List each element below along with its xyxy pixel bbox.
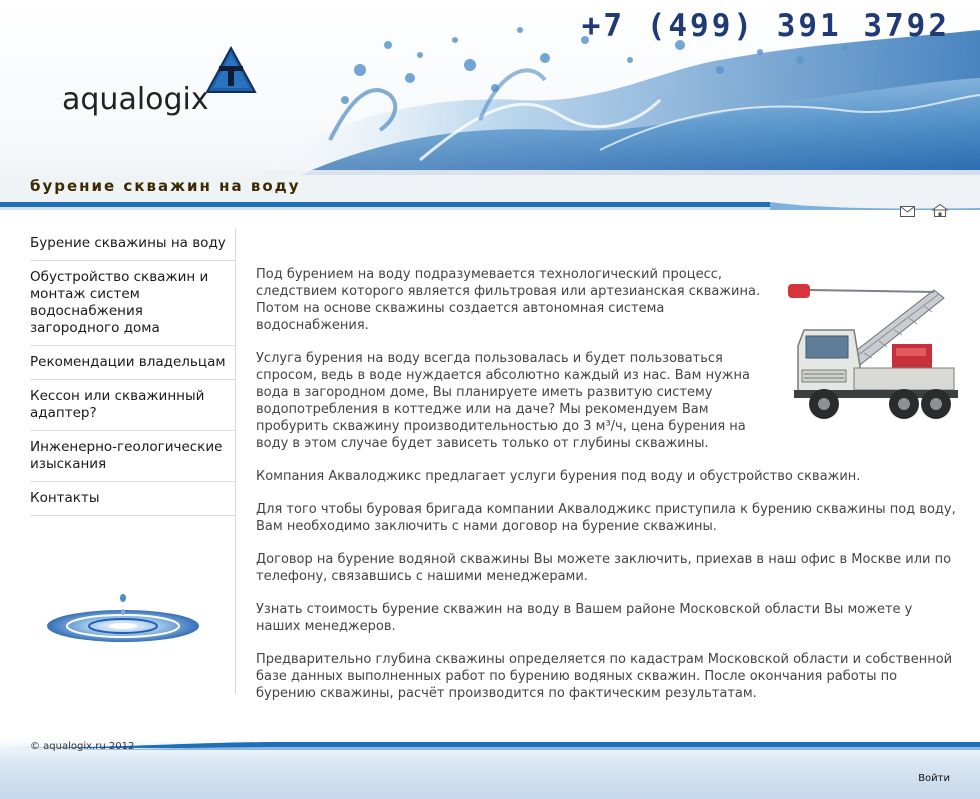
header-divider — [0, 200, 980, 210]
copyright: © aqualogix.ru 2012 — [30, 741, 135, 752]
home-icon[interactable] — [932, 204, 948, 217]
sidebar-item-arrangement[interactable]: Обустройство скважин и монтаж систем водоснабжения загородного дома — [30, 261, 235, 346]
sidebar-item-recommendations[interactable]: Рекомендации владельцам — [30, 346, 235, 380]
login-link[interactable]: Войти — [918, 773, 950, 784]
sidebar-item-caisson[interactable]: Кессон или скважинный адаптер? — [30, 380, 235, 431]
content-paragraph: Узнать стоимость бурение скважин на воду в Вашем районе Московской области Вы можете у наших менеджеров. — [256, 602, 913, 634]
main-content — [256, 266, 956, 718]
phone-number: +7 (499) 391 3792 — [581, 8, 950, 44]
content-paragraph: Под бурением на воду подразумевается технологический процесс, следствием которого является фильтровая или артезианская скважина. Потом на основе скважины создается автономная система водоснабжения. — [256, 267, 761, 333]
content-paragraph: Компания Аквалоджикс предлагает услуги бурения под воду и обустройство скважин. — [256, 469, 861, 484]
content-paragraph: Предварительно глубина скважины определяется по кадастрам Московской области и собственной базе данных выполненных работ по бурению водяных скважин. После окончания работы по бурению скважины, расчёт производится по фактическим результатам. — [256, 652, 953, 701]
header — [0, 0, 980, 210]
mail-icon[interactable] — [900, 206, 915, 217]
sidebar-item-contacts[interactable]: Контакты — [30, 482, 235, 516]
water-drop-ripple-image — [44, 590, 202, 646]
logo[interactable] — [62, 46, 262, 126]
sidebar-item-geology[interactable]: Инженерно-геологические изыскания — [30, 431, 235, 482]
content-paragraph: Договор на бурение водяной скважины Вы можете заключить, приехав в наш офис в Москве или по телефону, связавшись с нашими менеджерами. — [256, 552, 952, 584]
content-paragraph: Для того чтобы буровая бригада компании Аквалоджикс приступила к бурению скважины под воду, Вам необходимо заключить с нами договор на бурение скважины. — [256, 502, 956, 534]
sidebar-item-drilling[interactable]: Бурение скважины на воду — [30, 228, 235, 261]
footer-divider — [0, 738, 980, 750]
logo-triangle-icon — [205, 46, 257, 96]
logo-text: aqualogix — [62, 82, 209, 117]
slogan: бурение скважин на воду — [30, 177, 301, 195]
content-paragraph: Услуга бурения на воду всегда пользовалась и будет пользоваться спросом, ведь в воде нуждается абсолютно каждый из нас. Вам нужна вода в загородном доме, Вы планируете иметь развитую систему водопотребления в коттедже или на даче? Мы рекомендуем Вам пробурить скважину производительностью до 3 м³/ч, цена бурения на воду в этом случае будет зависеть только от глубины скважины. — [256, 351, 750, 451]
